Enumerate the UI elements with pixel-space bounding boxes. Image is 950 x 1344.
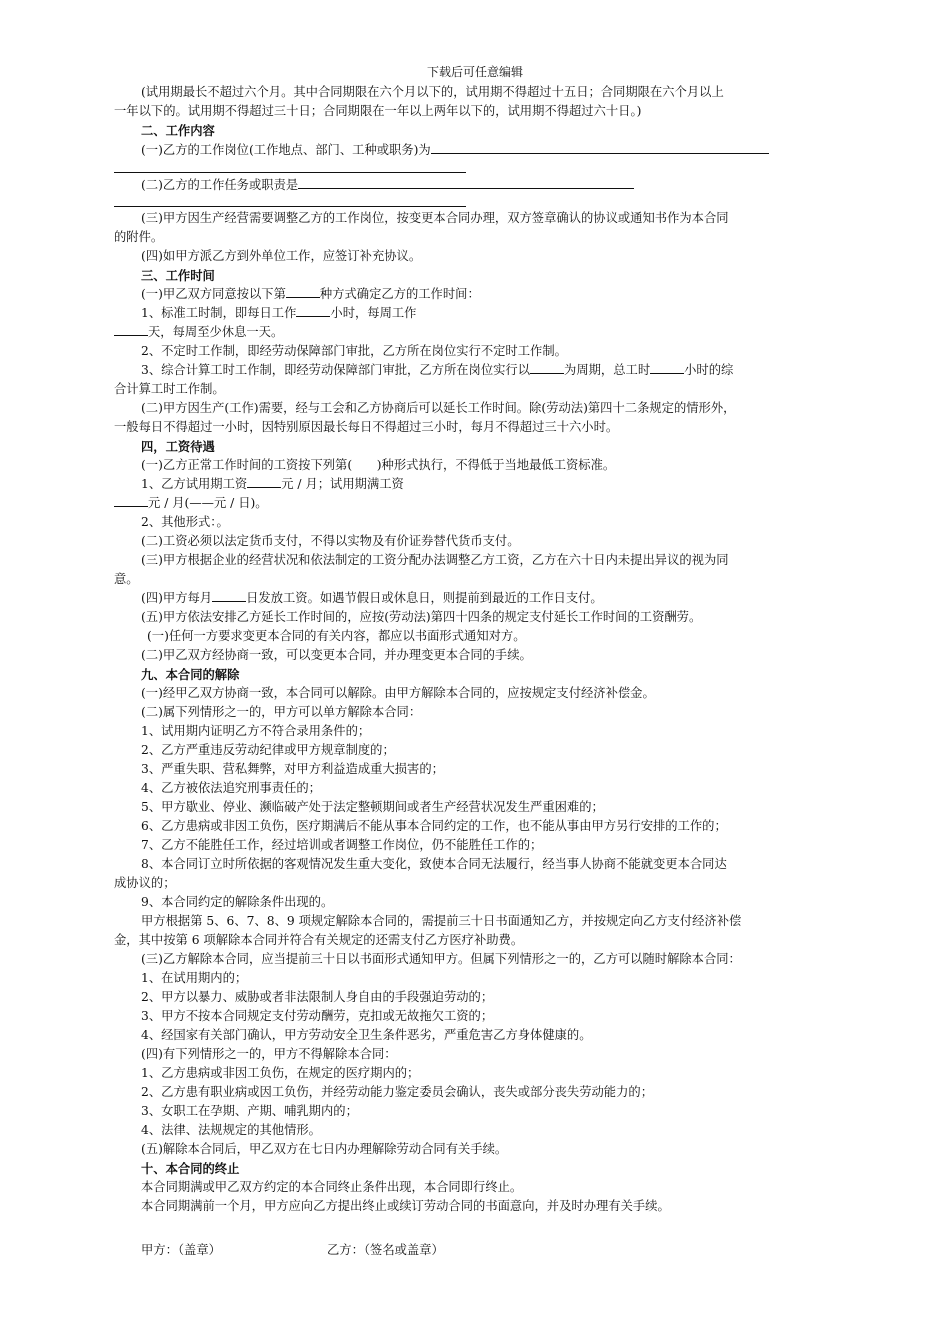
blank-line: [296, 305, 330, 317]
blank-line: [114, 324, 148, 336]
paragraph-line: (一)经甲乙双方协商一致，本合同可以解除。由甲方解除本合同的，应按规定支付经济补偿金。: [141, 686, 655, 700]
blank-line: [114, 172, 466, 173]
paragraph-line: 4、经国家有关部门确认，甲方劳动安全卫生条件恶劣，严重危害乙方身体健康的。: [141, 1028, 592, 1042]
section-heading: 十、本合同的终止: [141, 1161, 240, 1176]
paragraph-line: 2、乙方严重违反劳动纪律或甲方规章制度的；: [141, 743, 395, 757]
paragraph-line: 1、乙方试用期工资 元 / 月；试用期满工资: [141, 477, 404, 491]
paragraph-line: 1、乙方患病或非因工负伤，在规定的医疗期内的；: [141, 1066, 420, 1080]
blank-line: [114, 495, 148, 507]
paragraph-line: 甲方根据第 5、6、7、8、9 项规定解除本合同的，需提前三十日书面通知乙方，并按规定向乙方支付经济补偿: [141, 914, 742, 928]
paragraph-line: 2、甲方以暴力、威胁或者非法限制人身自由的手段强迫劳动的；: [141, 990, 494, 1004]
paragraph-line: 元 / 月(——元 / 日)。: [114, 495, 834, 512]
paragraph-line: (三)乙方解除本合同，应当提前三十日以书面形式通知甲方。但属下列情形之一的，乙方可以随时解除本合同：: [141, 952, 741, 966]
blank-line: [431, 142, 769, 154]
paragraph-line: 意。: [114, 572, 139, 586]
paragraph-line: (四)有下列情形之一的，甲方不得解除本合同：: [141, 1047, 397, 1061]
paragraph-line: 本合同期满或甲乙双方约定的本合同终止条件出现，本合同即行终止。: [141, 1180, 523, 1194]
blank-line: [212, 590, 246, 602]
paragraph-line: 2、乙方患有职业病或因工负伤，并经劳动能力鉴定委员会确认，丧失或部分丧失劳动能力的；: [141, 1085, 653, 1099]
section-heading: 三、工作时间: [141, 268, 215, 283]
paragraph-line: 1、在试用期内的；: [141, 971, 248, 985]
paragraph-line: 成协议的；: [114, 876, 176, 890]
paragraph-line: (三)甲方根据企业的经营状况和依法制定的工资分配办法调整乙方工资，乙方在六十日内未提出异议的视为同: [141, 553, 729, 567]
paragraph-line: (一)乙方正常工作时间的工资按下列第( )种形式执行，不得低于当地最低工资标准。: [141, 458, 616, 472]
section-heading: 九、本合同的解除: [141, 667, 240, 682]
paragraph-line: 天，每周至少休息一天。: [114, 324, 834, 341]
paragraph-line: 2、其他形式：。: [141, 515, 229, 529]
paragraph-line: (四)甲方每月 日发放工资。如遇节假日或休息日，则提前到最近的工作日支付。: [141, 591, 603, 605]
paragraph-line: 8、本合同订立时所依据的客观情况发生重大变化，致使本合同无法履行，经当事人协商不能就变更本合同达: [141, 857, 727, 871]
paragraph-line: 6、乙方患病或非因工负伤，医疗期满后不能从事本合同约定的工作，也不能从事由甲方另行安排的工作的；: [141, 819, 727, 833]
paragraph-line: 一年以下的。试用期不得超过三十日；合同期限在一年以上两年以下的，试用期不得超过六十日。): [114, 104, 642, 118]
paragraph-line: 7、乙方不能胜任工作，经过培训或者调整工作岗位，仍不能胜任工作的；: [141, 838, 543, 852]
paragraph-line: (二)乙方的工作任务或职责是: [114, 177, 861, 194]
blank-line: [247, 476, 281, 488]
page-header: 下载后可任意编辑: [426, 65, 523, 79]
paragraph-line: (五)解除本合同后，甲乙双方在七日内办理解除劳动合同有关手续。: [141, 1142, 508, 1156]
paragraph-line: (二)工资必须以法定货币支付，不得以实物及有价证券替代货币支付。: [141, 534, 520, 548]
paragraph-line: 本合同期满前一个月，甲方应向乙方提出终止或续订劳动合同的书面意向，并及时办理有关手续。: [141, 1199, 670, 1213]
paragraph-line: 4、法律、法规规定的其他情形。: [141, 1123, 321, 1137]
paragraph-line: 9、本合同约定的解除条件出现的。: [141, 895, 334, 909]
section-heading: 二、工作内容: [141, 123, 215, 138]
paragraph-line: 3、综合计算工时工作制，即经劳动保障部门审批，乙方所在岗位实行以 为周期，总工时 小时的综: [141, 363, 734, 377]
paragraph-line: (试用期最长不超过六个月。其中合同期限在六个月以下的，试用期不得超过十五日；合同期限在六个月以上: [141, 85, 724, 99]
paragraph-line: (二)甲方因生产(工作)需要，经与工会和乙方协商后可以延长工作时间。除(劳动法)第四十二条规定的情形外，: [141, 401, 736, 415]
paragraph-line: 5、甲方歇业、停业、濒临破产处于法定整顿期间或者生产经营状况发生严重困难的；: [141, 800, 604, 814]
paragraph-line: (二)属下列情形之一的，甲方可以单方解除本合同：: [141, 705, 422, 719]
blank-line: [286, 286, 320, 298]
paragraph-line: 一般每日不得超过一小时，因特别原因最长每日不得超过三小时，每月不得超过三十六小时。: [114, 420, 619, 434]
paragraph-line: 3、甲方不按本合同规定支付劳动酬劳，克扣或无故拖欠工资的；: [141, 1009, 494, 1023]
paragraph-line: 3、严重失职、营私舞弊，对甲方利益造成重大损害的；: [141, 762, 444, 776]
paragraph-line: (四)如甲方派乙方到外单位工作，应签订补充协议。: [141, 249, 422, 263]
section-heading: 四，工资待遇: [141, 439, 215, 454]
paragraph-line: 1、标准工时制，即每日工作 小时，每周工作: [141, 306, 417, 320]
paragraph-line: 4、乙方被依法追究刑事责任的；: [141, 781, 321, 795]
paragraph-line: (五)甲方依法安排乙方延长工作时间的，应按(劳动法)第四十四条的规定支付延长工作时间的工资酬劳。: [141, 610, 702, 624]
party-b-signature-label: 乙方：（签名或盖章）: [327, 1243, 444, 1257]
paragraph-line: (二)甲乙双方经协商一致，可以变更本合同，并办理变更本合同的手续。: [141, 648, 532, 662]
blank-line: [114, 206, 466, 207]
paragraph-line: (一)乙方的工作岗位(工作地点、部门、工种或职务)为: [114, 142, 861, 159]
paragraph-line: 的附件。: [114, 230, 164, 244]
paragraph-line: 1、试用期内证明乙方不符合录用条件的；: [141, 724, 371, 738]
blank-line: [530, 362, 564, 374]
paragraph-line: (一)任何一方要求变更本合同的有关内容，都应以书面形式通知对方。: [147, 629, 526, 643]
paragraph-line: 合计算工时工作制。: [114, 382, 225, 396]
paragraph-line: (三)甲方因生产经营需要调整乙方的工作岗位，按变更本合同办理，双方签章确认的协议或通知书作为本合同: [141, 211, 729, 225]
party-a-signature-label: 甲方：（盖章）: [141, 1243, 221, 1257]
paragraph-line: 3、女职工在孕期、产期、哺乳期内的；: [141, 1104, 358, 1118]
blank-line: [650, 362, 684, 374]
paragraph-line: 2、不定时工作制，即经劳动保障部门审批，乙方所在岗位实行不定时工作制。: [141, 344, 567, 358]
paragraph-line: (一)甲乙双方同意按以下第 种方式确定乙方的工作时间：: [141, 287, 480, 301]
blank-line: [298, 177, 634, 189]
paragraph-line: 金，其中按第 6 项解除本合同并符合有关规定的还需支付乙方医疗补助费。: [114, 933, 524, 947]
